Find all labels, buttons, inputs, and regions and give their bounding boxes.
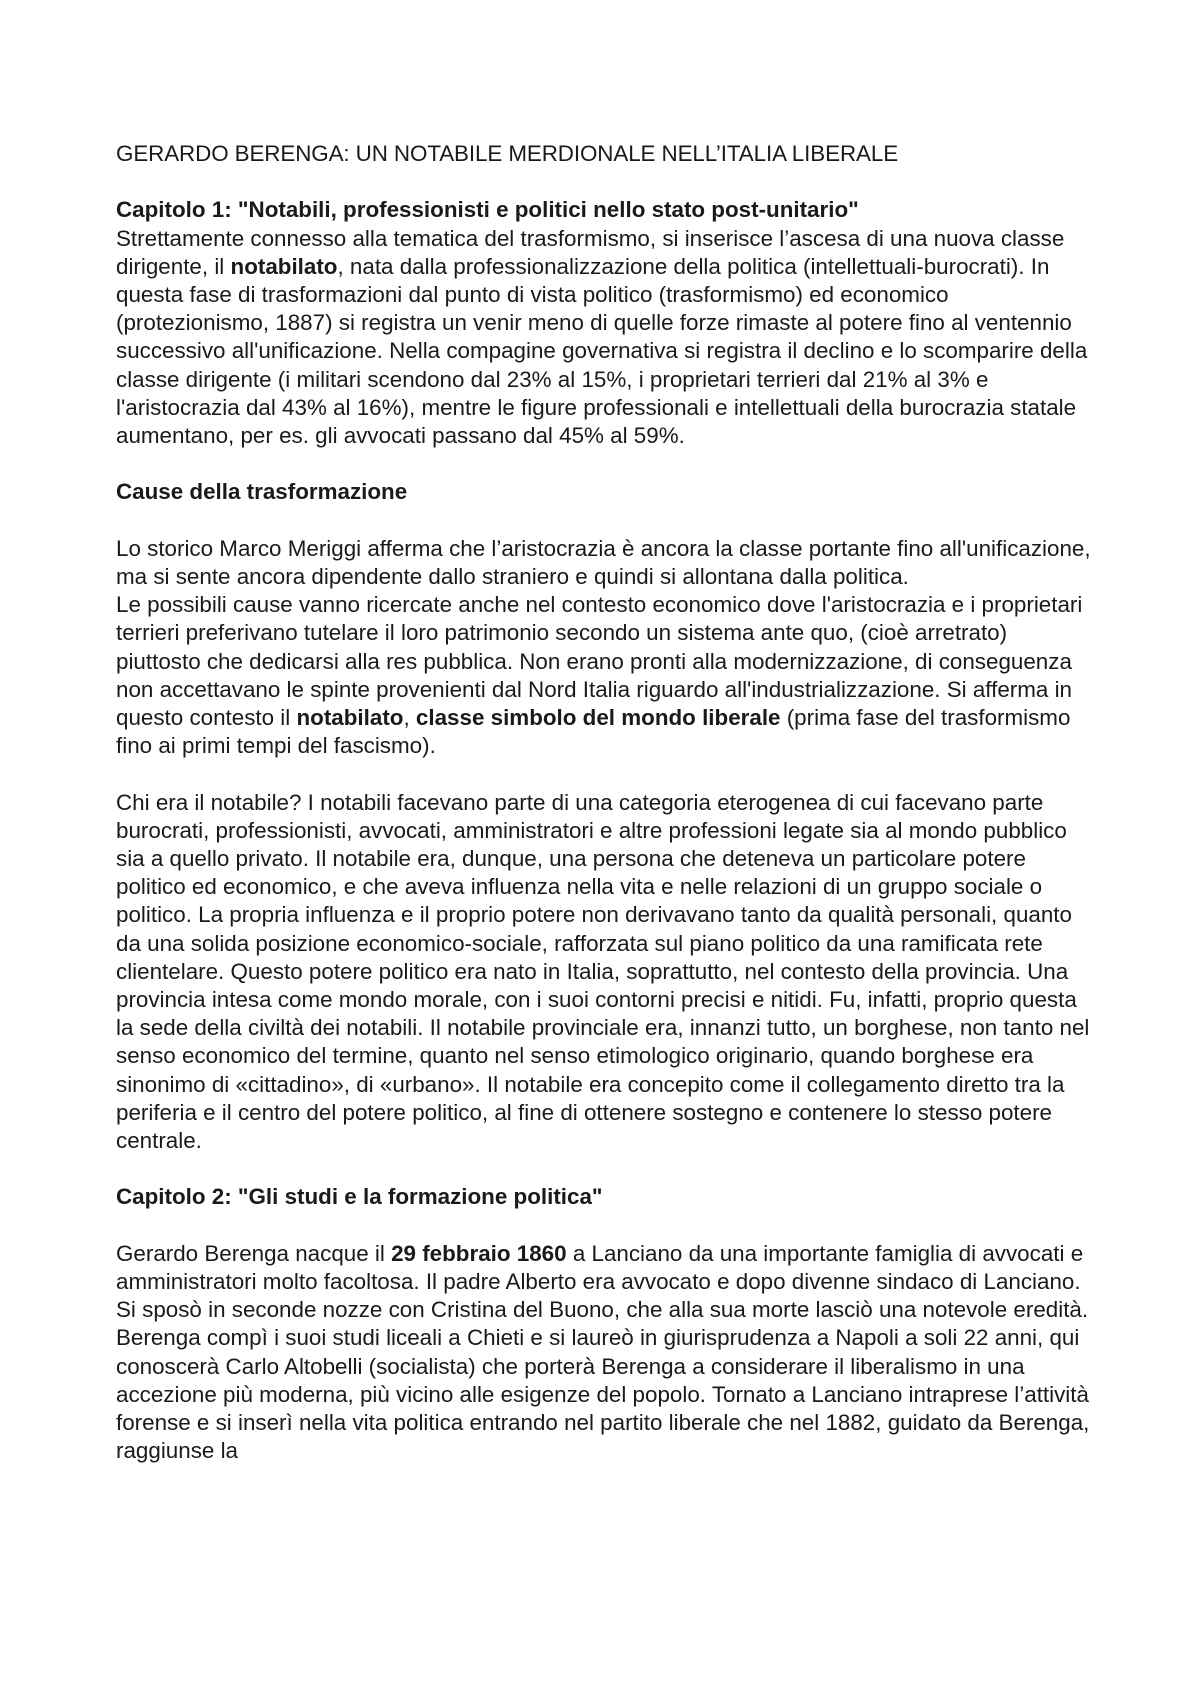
bold-date-birth: 29 febbraio 1860 xyxy=(391,1240,567,1266)
text-run: Strettamente connesso alla tematica del trasformismo, si inserisce l’ascesa di una nuova classe dirigente, il xyxy=(116,225,1065,279)
causes-heading: Cause della trasformazione xyxy=(116,479,408,505)
chapter-2-paragraph xyxy=(116,1240,1094,1466)
text-run: , nata dalla professionalizzazione della politica (intellettuali-burocrati). In questa fase di trasformazioni dal punto di vista politico (trasformismo) ed economico (protezionismo, 1887) si registra un venir meno di quelle forze rimaste al potere fino al ventennio successivo all'unificazione. Nella compagine governativa si registra il declino e lo scomparire della classe dirigente (i militari scendono dal 23% al 15%, i proprietari terrieri dal 21% al 3% e l'aristocrazia dal 43% al 16%), mentre le figure professionali e intellettuali della burocrazia statale aumentano, per es. gli avvocati passano dal 45% al 59%. xyxy=(116,253,1088,449)
causes-paragraph-3: Chi era il notabile? I notabili facevano parte di una categoria eterogenea di cui facevano parte burocrati, professionisti, avvocati, amministratori e altre professioni legate sia al mondo pubblico sia a quello privato. Il notabile era, dunque, una persona che deteneva un particolare potere politico ed economico, e che aveva influenza nella vita e nelle relazioni di un gruppo sociale o politico. La propria influenza e il proprio potere non derivavano tanto da qualità personali, quanto da una solida posizione economico-sociale, rafforzata sul piano politico da una ramificata rete clientelare. Questo potere politico era nato in Italia, soprattutto, nel contesto della provincia. Una provincia intesa come mondo morale, con i suoi contorni precisi e nitidi. Fu, infatti, proprio questa la sede della civiltà dei notabili. Il notabile provinciale era, innanzi tutto, un borghese, non tanto nel senso economico del termine, quanto nel senso etimologico originario, quando borghese era sinonimo di «cittadino», di «urbano». Il notabile era concepito come il collegamento diretto tra la periferia e il centro del potere politico, al fine di ottenere sostegno e contenere lo stesso potere centrale. xyxy=(116,789,1090,1154)
spacer xyxy=(116,450,1094,478)
causes-paragraph-1: Lo storico Marco Meriggi afferma che l’aristocrazia è ancora la classe portante fino all'unificazione, ma si sente ancora dipendente dallo straniero e quindi si allontana dalla politica. xyxy=(116,535,1091,589)
text-run: , xyxy=(403,705,416,731)
spacer xyxy=(116,507,1094,535)
document-page xyxy=(116,140,1094,1465)
chapter-2-heading: Capitolo 2: "Gli studi e la formazione politica" xyxy=(116,1184,603,1210)
text-run: a Lanciano da una importante famiglia di avvocati e amministratori molto facoltosa. Il padre Alberto era avvocato e dopo divenne sindaco di Lanciano. Si sposò in seconde nozze con Cristina del Buono, che alla sua morte lasciò una notevole eredità. Berenga compì i suoi studi liceali a Chieti e si laureò in giurisprudenza a Napoli a soli 22 anni, qui conoscerà Carlo Altobelli (socialista) che porterà Berenga a considerare il liberalismo in una accezione più moderna, più vicino alle esigenze del popolo. Tornato a Lanciano intraprese l’attività forense e si inserì nella vita politica entrando nel partito liberale che nel 1882, guidato da Berenga, raggiunse la xyxy=(116,1240,1090,1464)
spacer xyxy=(116,760,1094,788)
text-run: Gerardo Berenga nacque il xyxy=(116,1240,392,1266)
spacer xyxy=(116,1212,1094,1240)
document-title: GERARDO BERENGA: UN NOTABILE MERDIONALE NELL’ITALIA LIBERALE xyxy=(116,141,899,166)
chapter-1-heading: Capitolo 1: "Notabili, professionisti e politici nello stato post-unitario" xyxy=(116,197,859,223)
text-run: (prima fase del trasformismo fino ai primi tempi del fascismo). xyxy=(116,705,1071,759)
text-run: Le possibili cause vanno ricercate anche nel contesto economico dove l'aristocrazia e i proprietari terrieri preferivano tutelare il loro patrimonio secondo un sistema ante quo, (cioè arretrato) piuttosto che dedicarsi alla res pubblica. Non erano pronti alla modernizzazione, di conseguenza non accettavano le spinte provenienti dal Nord Italia riguardo all'industrializzazione. Si afferma in questo contesto il xyxy=(116,592,1083,731)
spacer xyxy=(116,1155,1094,1183)
bold-term-notabilato: notabilato xyxy=(296,705,404,731)
bold-term-notabilato: notabilato xyxy=(230,253,338,279)
bold-phrase-classe-simbolo: classe simbolo del mondo liberale xyxy=(415,705,781,731)
chapter-1-paragraph xyxy=(116,225,1094,451)
causes-paragraph-2 xyxy=(116,591,1094,760)
